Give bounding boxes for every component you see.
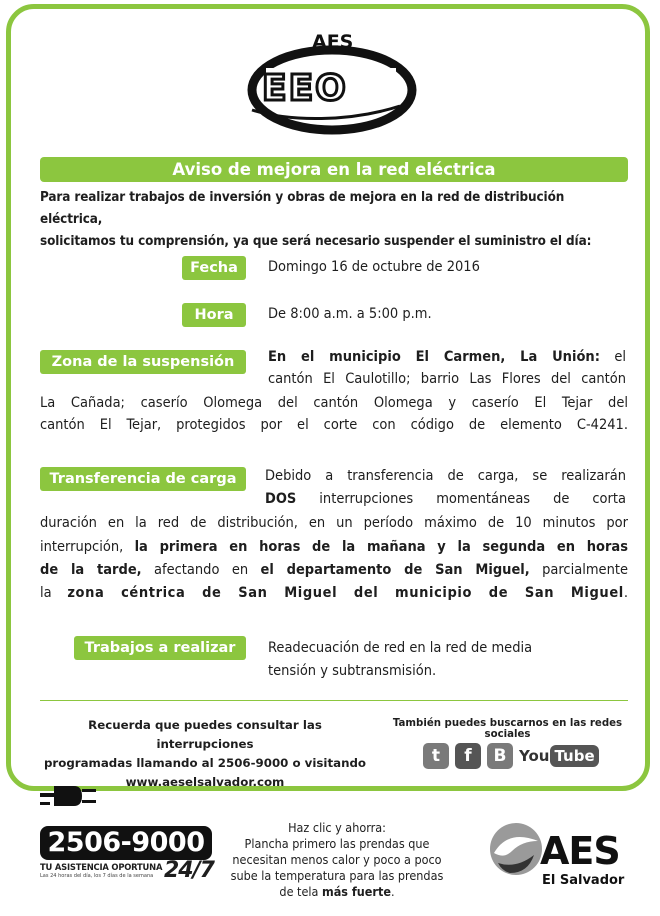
transferencia-tag: Transferencia de carga	[40, 467, 246, 491]
facebook-icon[interactable]: f	[455, 743, 481, 769]
intro-line-1: Para realizar trabajos de inversión y obras de mejora en la red de distribución eléctrica,	[40, 190, 565, 227]
phone-number[interactable]: 2506-9000	[40, 826, 212, 860]
blogger-icon[interactable]: B	[487, 743, 513, 769]
logo-eeo-text: EEO	[262, 68, 348, 109]
social-text: También puedes buscarnos en las redes sociales	[392, 718, 623, 740]
logo-aes-text: AES	[312, 31, 354, 53]
twitter-icon[interactable]: t	[423, 743, 449, 769]
youtube-icon[interactable]: You Tube	[519, 745, 599, 767]
notice-banner: Aviso de mejora en la red eléctrica	[40, 157, 628, 182]
fecha-value: Domingo 16 de octubre de 2016	[268, 259, 480, 275]
zona-head-rest: el	[599, 349, 627, 365]
recall-line-1: Recuerda que puedes consultar las interrupciones	[88, 718, 322, 751]
phone-small-text: Las 24 horas del día, los 7 días de la semana	[40, 873, 154, 879]
transferencia-line-2: DOS interrupciones momentáneas de corta	[265, 491, 626, 507]
trabajos-tag: Trabajos a realizar	[74, 636, 246, 660]
intro-line-2: solicitamos tu comprensión, ya que será necesario suspender el suministro el día:	[40, 234, 592, 249]
trabajos-line-1: Readecuación de red en la red de media	[268, 640, 533, 656]
plug-icon	[40, 782, 100, 810]
brand-sub: El Salvador	[542, 873, 625, 888]
trabajos-line-2: tensión y subtransmisión.	[268, 663, 437, 679]
phone-tagline: TU ASISTENCIA OPORTUNA	[40, 862, 163, 872]
brand-word: AES	[540, 829, 620, 873]
recall-text	[40, 716, 370, 792]
website-link[interactable]: www.aeselsalvador.com	[125, 775, 285, 789]
transferencia-line-1: Debido a transferencia de carga, se realizarán	[265, 468, 626, 484]
aes-el-salvador-logo	[488, 815, 630, 895]
dos-bold: DOS	[265, 491, 297, 507]
hora-tag: Hora	[182, 303, 246, 327]
transferencia-line-4: interrupción, la primera en horas de la mañana y la segunda en horas	[40, 539, 628, 555]
fecha-tag: Fecha	[182, 256, 246, 280]
recall-line-2: programadas llamando al 2506-9000 o visitando	[43, 756, 367, 770]
phone-block	[40, 826, 212, 884]
zona-line-3: La Cañada; caserío Olomega del cantón Olomega y caserío El Tejar del	[40, 395, 628, 411]
zona-line-2: cantón El Caulotillo; barrio Las Flores del cantón	[268, 371, 626, 387]
social-icons	[423, 742, 599, 770]
zona-tag: Zona de la suspensión	[40, 350, 246, 374]
divider	[40, 700, 628, 701]
zona-line-4: cantón El Tejar, protegidos por el corte con código de elemento C-4241.	[40, 417, 628, 433]
transferencia-line-5: de la tarde, afectando en el departamento de San Miguel, parcialmente	[40, 562, 628, 578]
phone-247: 24/7	[164, 858, 214, 883]
transferencia-line-3: duración en la red de distribución, en un período máximo de 10 minutos por	[40, 515, 628, 531]
aes-swirl-icon	[488, 819, 544, 881]
aes-eeo-logo	[240, 18, 420, 138]
intro-text	[40, 187, 630, 253]
zona-head-bold: En el municipio El Carmen, La Unión:	[268, 349, 600, 365]
zona-line-1	[268, 346, 626, 369]
transferencia-line-6: la zona céntrica de San Miguel del municipio de San Miguel.	[40, 585, 628, 601]
hora-value: De 8:00 a.m. a 5:00 p.m.	[268, 306, 432, 322]
energy-tip: Haz clic y ahorra: Plancha primero las prendas que necesitan menos calor y poco a poco sube la temperatura para las prendas de tela más fuerte.	[230, 820, 444, 899]
